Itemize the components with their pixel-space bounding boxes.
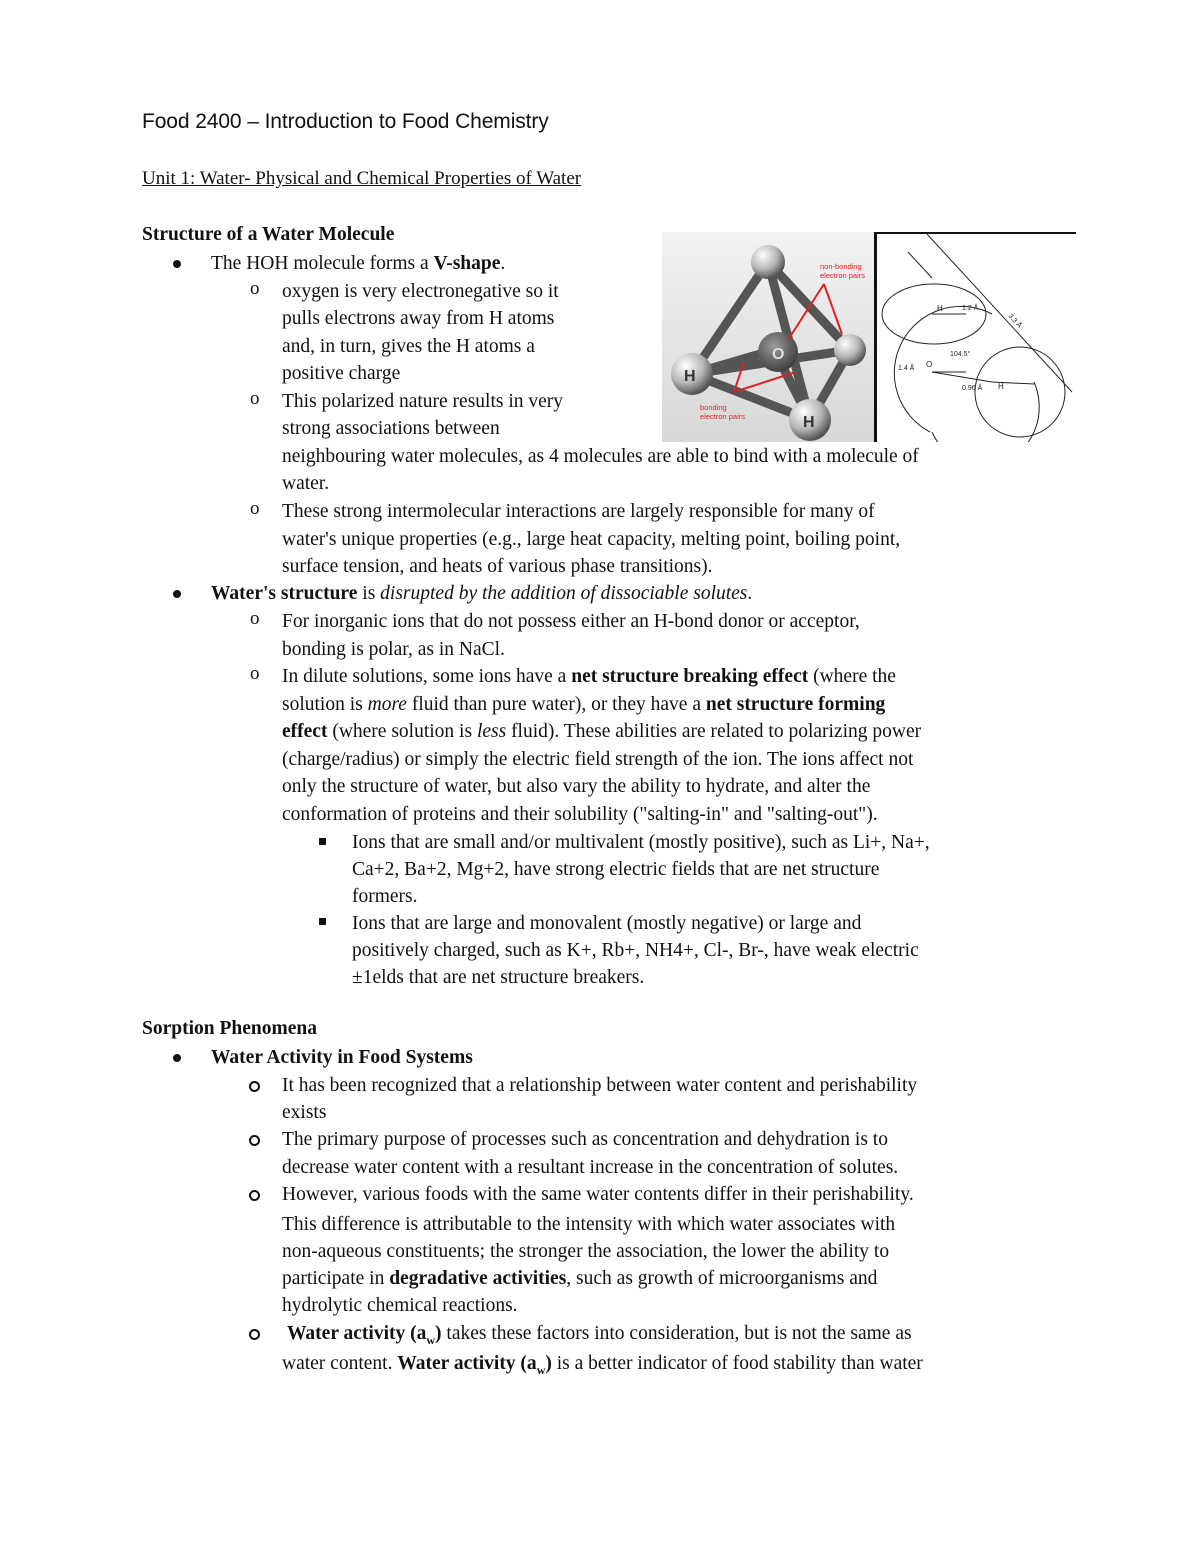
bullet-water-structure: Water's structure is disrupted by the addition of dissociable solutes. xyxy=(211,583,753,604)
bullet-v-shape: The HOH molecule forms a V-shape. xyxy=(211,253,506,274)
para-line: This difference is attributable to the intensity with which water associates with xyxy=(282,1214,896,1235)
para-line: Water activity $(a_w)$ takes these factors into consideration, but is not the same as xyxy=(287,1323,912,1347)
para-line: only the structure of water, but also vary the ability to hydrate, and alter the xyxy=(282,776,871,797)
para-line: However, various foods with the same water contents differ in their perishability. xyxy=(282,1184,914,1205)
section-heading-structure: Structure of a Water Molecule xyxy=(142,224,395,245)
para-line: Ions that are small and/or multivalent (mostly positive), such as Li+, Na+, xyxy=(352,832,930,853)
para-line: For inorganic ions that do not possess either an H-bond donor or acceptor, xyxy=(282,611,860,632)
bullet-dot-icon xyxy=(173,260,181,268)
para-line: and, in turn, gives the H atoms a xyxy=(282,336,535,357)
red-label: non-bonding xyxy=(820,262,862,271)
dim-label: H xyxy=(937,304,943,313)
dim-label: O xyxy=(926,360,933,369)
lone-pair-sphere xyxy=(751,245,785,279)
para-line: water content. Water activity $(a_w)$ is a better indicator of food stability than water xyxy=(282,1353,923,1377)
para-line: The primary purpose of processes such as concentration and dehydration is to xyxy=(282,1129,888,1150)
space-filling-sketch xyxy=(882,234,1072,442)
bullet-dot-icon xyxy=(173,590,181,598)
para-line: bonding is polar, as in NaCl. xyxy=(282,639,505,660)
bullet-square-icon xyxy=(319,918,326,925)
section-heading-sorption: Sorption Phenomena xyxy=(142,1018,317,1039)
bullet-ring-icon xyxy=(249,1329,260,1340)
para-line: solution is more fluid than pure water), or they have a net structure forming xyxy=(282,694,886,715)
red-label: electron pairs xyxy=(700,412,746,421)
para-line: oxygen is very electronegative so it xyxy=(282,281,559,302)
dim-label: 1.4 Å xyxy=(898,365,915,372)
bullet-o-icon: o xyxy=(250,663,260,684)
hydrogen-label: H xyxy=(803,414,815,431)
para-line: water. xyxy=(282,473,330,494)
red-label: electron pairs xyxy=(820,271,866,280)
bullet-o-icon: o xyxy=(250,498,260,519)
para-line: exists xyxy=(282,1102,327,1123)
bullet-water-activity: Water Activity in Food Systems xyxy=(211,1047,473,1068)
lone-pair-sphere xyxy=(834,334,866,366)
bullet-ring-icon xyxy=(249,1135,260,1146)
para-line: positively charged, such as K+, Rb+, NH4+, Cl-, Br-, have weak electric xyxy=(352,940,919,961)
para-line: strong associations between xyxy=(282,418,500,439)
bullet-o-icon: o xyxy=(250,278,260,299)
unit-heading: Unit 1: Water- Physical and Chemical Properties of Water xyxy=(142,168,582,189)
bullet-dot-icon xyxy=(173,1054,181,1062)
para-line: conformation of proteins and their solubility ("salting-in" and "salting-out"). xyxy=(282,804,878,825)
oxygen-label: O xyxy=(772,346,785,363)
para-line: non-aqueous constituents; the stronger the association, the lower the ability to xyxy=(282,1241,890,1262)
para-line: formers. xyxy=(352,886,418,907)
para-line: water's unique properties (e.g., large heat capacity, melting point, boiling point, xyxy=(282,529,901,550)
dim-label: 0.96 Å xyxy=(962,385,983,392)
para-line: (charge/radius) or simply the electric field strength of the ion. The ions affect not xyxy=(282,749,914,770)
bullet-ring-icon xyxy=(249,1081,260,1092)
para-line: decrease water content with a resultant increase in the concentration of solutes. xyxy=(282,1157,899,1178)
water-molecule-figure xyxy=(662,232,1076,442)
figure-divider xyxy=(874,232,877,442)
para-line: It has been recognized that a relationship between water content and perishability xyxy=(282,1075,918,1096)
dim-label: H xyxy=(998,382,1004,391)
para-line: hydrolytic chemical reactions. xyxy=(282,1295,518,1316)
bullet-ring-icon xyxy=(249,1190,260,1201)
para-line: In dilute solutions, some ions have a net structure breaking effect (where the xyxy=(282,666,896,687)
para-line: effect (where solution is less fluid). These abilities are related to polarizing power xyxy=(282,721,922,742)
para-line: This polarized nature results in very xyxy=(282,391,564,412)
hydrogen-label: H xyxy=(684,368,696,385)
para-line: These strong intermolecular interactions are largely responsible for many of xyxy=(282,501,875,522)
red-label: bonding xyxy=(700,403,727,412)
dim-label: 1.2 Å xyxy=(962,305,979,312)
document-title: Food 2400 – Introduction to Food Chemistry xyxy=(142,110,549,133)
para-line: Ca+2, Ba+2, Mg+2, have strong electric fields that are net structure xyxy=(352,859,880,880)
para-line: neighbouring water molecules, as 4 molecules are able to bind with a molecule of xyxy=(282,446,919,467)
para-line: Ions that are large and monovalent (mostly negative) or large and xyxy=(352,913,862,934)
para-line: surface tension, and heats of various phase transitions). xyxy=(282,556,713,577)
dim-label: 3.3 Å xyxy=(1006,312,1023,330)
para-line: participate in degradative activities, such as growth of microorganisms and xyxy=(282,1268,878,1289)
dim-label: 104.5° xyxy=(950,351,971,358)
bullet-square-icon xyxy=(319,838,326,845)
para-line: ±1elds that are net structure breakers. xyxy=(352,967,645,988)
para-line: pulls electrons away from H atoms xyxy=(282,308,555,329)
para-line: positive charge xyxy=(282,363,401,384)
bullet-o-icon: o xyxy=(250,388,260,409)
figure-top-border xyxy=(874,232,1076,234)
bullet-o-icon: o xyxy=(250,608,260,629)
